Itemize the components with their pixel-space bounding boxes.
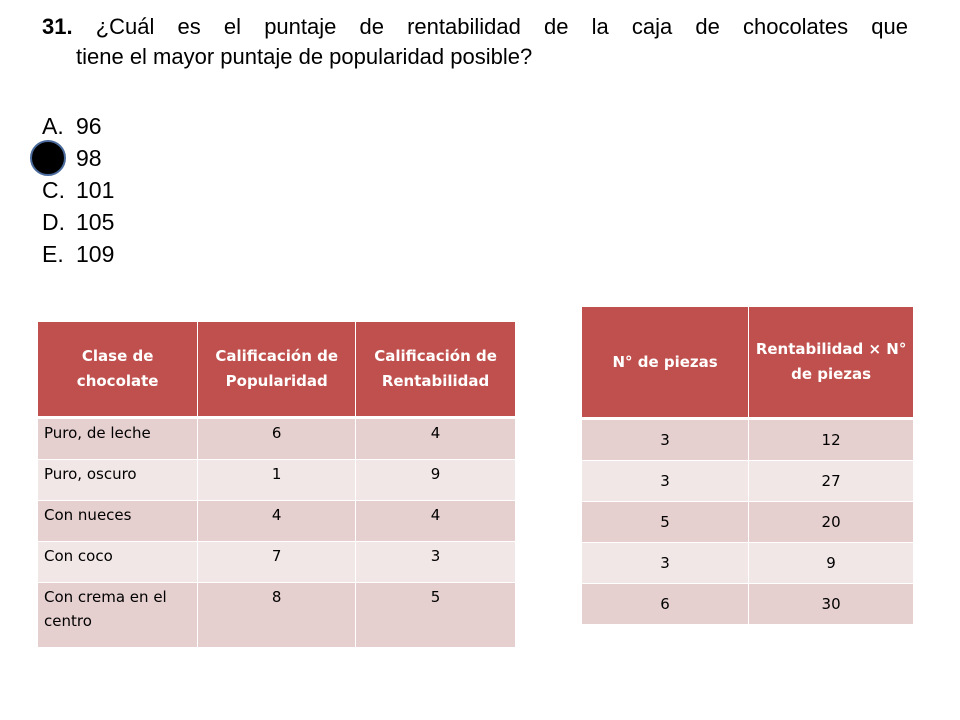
option-e[interactable]: E. 109 [42,241,115,267]
option-c[interactable]: C. 101 [42,177,115,203]
header-profitability: Calificación de Rentabilidad [356,322,516,418]
table-row [38,542,516,583]
table-cell: 9 [749,543,914,584]
question-line-2: tiene el mayor puntaje de popularidad posible? [76,44,533,69]
table-cell: 9 [356,460,516,501]
header-pieces: N° de piezas [582,307,749,419]
option-a[interactable]: A. 96 [42,113,102,139]
option-d[interactable]: D. 105 [42,209,115,235]
table-cell: 7 [198,542,356,583]
header-chocolate-type: Clase de chocolate [38,322,198,418]
table-cell: Con coco [38,542,198,583]
table-cell: 5 [582,502,749,543]
pieces-profitability-table [582,307,914,625]
table-cell: 4 [356,501,516,542]
table-cell: 6 [582,584,749,625]
table-cell: 6 [198,418,356,460]
table-cell: 27 [749,461,914,502]
question-line-1: 31. ¿Cuál es el puntaje de rentabilidad de la caja de chocolates que [42,14,908,39]
table-row [38,418,516,460]
option-b[interactable]: 98 [76,145,102,171]
table-row [582,419,914,461]
table-row [38,460,516,501]
table-cell: Puro, de leche [38,418,198,460]
question-number: 31. [42,14,73,39]
table-row [582,584,914,625]
table-row [38,501,516,542]
table-cell: 8 [198,583,356,648]
table-row [582,502,914,543]
table-header-row [582,307,914,419]
table-cell: 20 [749,502,914,543]
table-cell: 30 [749,584,914,625]
table-cell: Con crema en el centro [38,583,198,648]
table-cell: 12 [749,419,914,461]
selected-answer-marker [30,140,66,176]
table-cell: 1 [198,460,356,501]
table-cell: 3 [582,419,749,461]
question-text [42,12,908,72]
table-row [582,543,914,584]
table-cell: 4 [356,418,516,460]
table-row [38,583,516,648]
table-cell: 3 [356,542,516,583]
table-row [582,461,914,502]
answer-options [42,110,114,270]
table-cell: 3 [582,461,749,502]
header-popularity: Calificación de Popularidad [198,322,356,418]
table-cell: 3 [582,543,749,584]
chocolate-ratings-table [38,322,516,648]
table-cell: Con nueces [38,501,198,542]
table-cell: 5 [356,583,516,648]
table-cell: Puro, oscuro [38,460,198,501]
table-header-row [38,322,516,418]
table-cell: 4 [198,501,356,542]
header-profitability-times-pieces: Rentabilidad × N° de piezas [749,307,914,419]
